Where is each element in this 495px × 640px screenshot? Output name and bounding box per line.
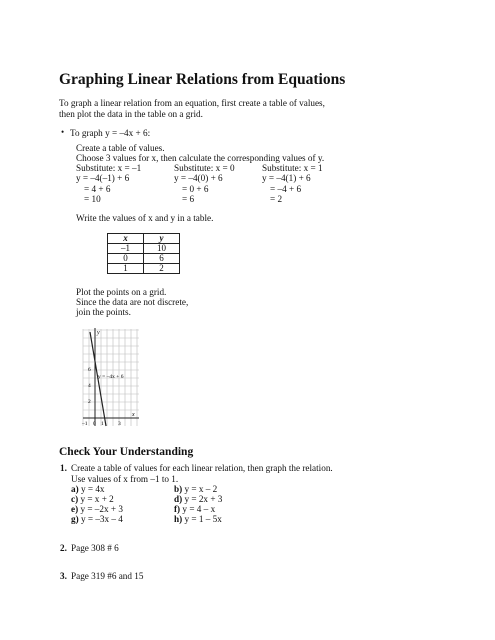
exercise-f: [174, 504, 215, 514]
substitution-label: Substitute: x = 0: [174, 163, 235, 173]
intro-line-1: To graph a linear relation from an equation, first create a table of values,: [59, 98, 325, 108]
substitution-column-1: [76, 163, 141, 205]
table-header-y: y: [144, 234, 180, 244]
exercise-g: [71, 514, 123, 524]
bullet-marker: •: [61, 127, 65, 137]
exercise-label: h): [174, 514, 183, 524]
exercise-d: [174, 494, 222, 504]
y-tick-label: 4: [88, 383, 91, 389]
plot-text-3: join the points.: [76, 307, 131, 317]
substitution-column-3: [262, 163, 323, 205]
exercise-equation: y = x – 2: [184, 484, 218, 494]
exercise-a: [71, 484, 105, 494]
question-1-number: 1.: [60, 463, 67, 473]
question-3-number: 3.: [60, 571, 67, 581]
bullet-text: To graph y = –4x + 6:: [70, 128, 151, 138]
exercise-e: [71, 504, 123, 514]
substitution-label: Substitute: x = 1: [262, 163, 323, 173]
exercise-label: g): [71, 514, 79, 524]
table-row: [108, 264, 180, 274]
exercise-equation: y = –3x – 4: [80, 514, 123, 524]
substitution-step: y = –4(0) + 6: [174, 173, 223, 184]
question-2-number: 2.: [60, 543, 67, 553]
exercise-label: b): [174, 484, 183, 494]
x-tick-label: 3: [118, 421, 121, 427]
substitution-step: = 6: [182, 194, 195, 205]
x-tick-label: 1: [101, 421, 104, 427]
table-header-x: x: [108, 234, 144, 244]
question-3-text: Page 319 #6 and 15: [71, 571, 144, 581]
table-row: [108, 244, 180, 254]
exercise-equation: y = 4x: [80, 484, 105, 494]
exercise-equation: y = 2x + 3: [184, 494, 223, 504]
step-create: Create a table of values.: [76, 143, 165, 153]
question-1-subtext: Use values of x from –1 to 1.: [71, 474, 179, 484]
line-graph: [81, 326, 141, 430]
values-table: [107, 233, 180, 274]
y-axis-label: y: [97, 330, 100, 336]
exercise-equation: y = –2x + 3: [80, 504, 123, 514]
y-tick-label: 2: [88, 399, 91, 405]
exercise-label: f): [174, 504, 181, 514]
write-values-instruction: Write the values of x and y in a table.: [76, 213, 214, 223]
exercise-equation: y = 4 – x: [182, 504, 216, 514]
line-label: y = –4x + 6: [98, 374, 124, 380]
substitution-step: = –4 + 6: [270, 183, 302, 194]
exercise-c: [71, 494, 114, 504]
table-cell: 0: [108, 254, 144, 264]
x-axis-label: x: [132, 412, 135, 418]
step-choose: Choose 3 values for x, then calculate the corresponding values of y.: [76, 153, 325, 163]
table-header-row: [108, 234, 180, 244]
substitution-column-2: [174, 163, 235, 205]
question-1-text: Create a table of values for each linear relation, then graph the relation.: [71, 463, 333, 473]
exercise-label: e): [71, 504, 79, 514]
exercise-label: a): [71, 484, 79, 494]
exercise-h: [174, 514, 222, 524]
plot-text-2: Since the data are not discrete,: [76, 297, 189, 307]
page-title: Graphing Linear Relations from Equations: [59, 71, 346, 88]
question-2-text: Page 308 # 6: [71, 543, 119, 553]
substitution-step: y = –4(1) + 6: [262, 173, 311, 184]
table-row: [108, 254, 180, 264]
exercise-label: c): [71, 494, 79, 504]
x-tick-label: 0: [93, 421, 96, 427]
substitution-step: y = –4(–1) + 6: [76, 173, 130, 184]
intro-line-2: then plot the data in the table on a grid.: [59, 109, 203, 119]
substitution-step: = 2: [270, 194, 283, 205]
table-cell: 2: [144, 264, 180, 274]
substitution-step: = 0 + 6: [182, 183, 209, 194]
y-tick-label: 6: [88, 367, 91, 373]
table-cell: –1: [108, 244, 144, 254]
exercise-b: [174, 484, 217, 494]
table-cell: 6: [144, 254, 180, 264]
exercise-equation: y = 1 – 5x: [184, 514, 222, 524]
substitution-label: Substitute: x = –1: [76, 163, 142, 173]
x-tick-label: –1: [82, 421, 88, 427]
exercise-equation: y = x + 2: [80, 494, 114, 504]
plot-text-1: Plot the points on a grid.: [76, 287, 167, 297]
substitution-step: = 4 + 6: [84, 183, 111, 194]
table-cell: 1: [108, 264, 144, 274]
table-cell: 10: [144, 244, 180, 254]
substitution-step: = 10: [84, 194, 101, 205]
exercise-label: d): [174, 494, 183, 504]
section-heading: Check Your Understanding: [59, 446, 194, 458]
